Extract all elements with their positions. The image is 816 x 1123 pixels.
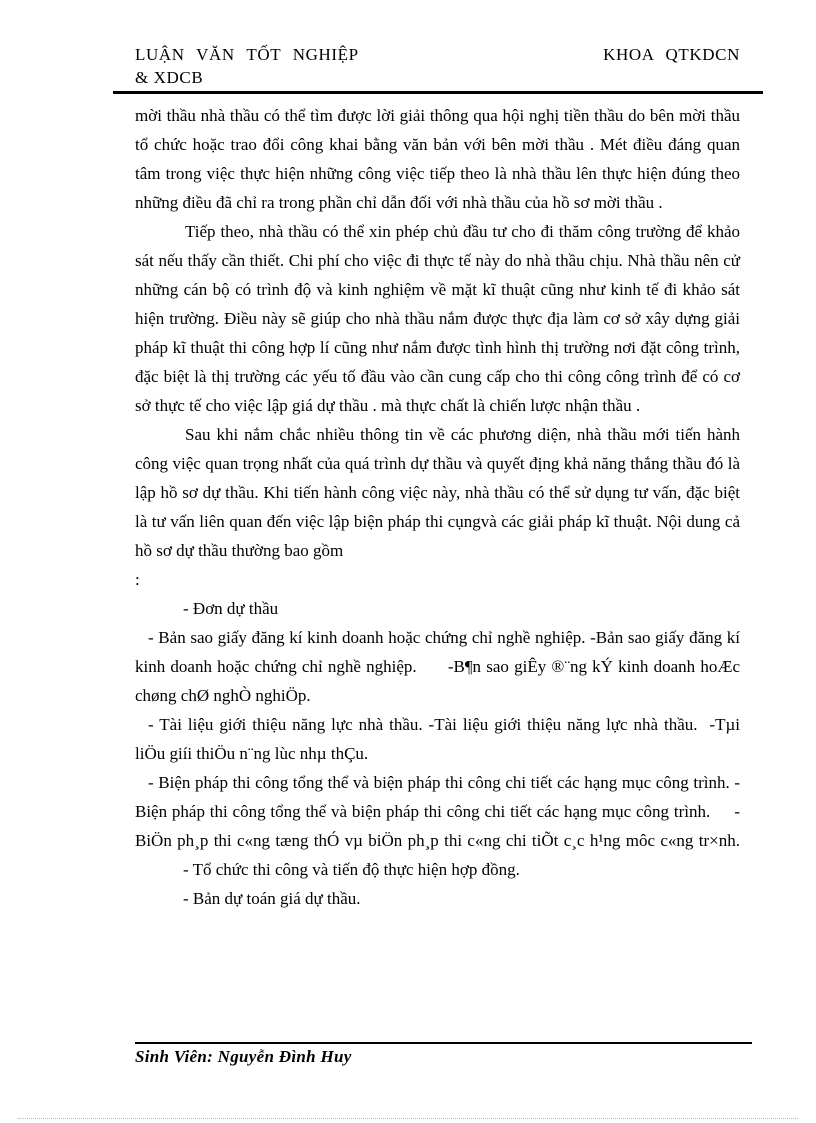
paragraph: mời thầu nhà thầu có thể tìm được lời giải thông qua hội nghị tiền thầu do bên mời thầu tổ chức hoặc trao đổi công khai bằng văn bản với bên mời thầu . Mét điều đáng quan tâm trong việc thực hiện những công việc tiếp theo là nhà thầu lên thực hiện đúng theo những điều đã chỉ ra trong phần chỉ dẫn đối với nhà thầu của hồ sơ mời thầu . xyxy=(135,106,740,212)
header-divider xyxy=(113,91,763,94)
list-item: - Bản sao giấy đăng kí kinh doanh hoặc chứng chỉ nghề nghiệp. -Bản sao giấy đăng kí kinh doanh hoặc chứng chỉ nghề nghiệp. -B¶n sao giÊy ®¨ng kÝ kinh doanh hoÆc chøng chØ nghÒ nghiÖp. xyxy=(135,628,740,705)
list-item: - Đơn dự thầu xyxy=(183,599,279,618)
footer-author: Sinh Viên: Nguyễn Đình Huy xyxy=(135,1047,352,1066)
header-row xyxy=(135,43,740,66)
list-item: - Tổ chức thi công và tiến độ thực hiện hợp đồng. xyxy=(183,860,520,879)
page-break-divider xyxy=(18,1118,798,1119)
header-title-left: LUẬN VĂN TỐT NGHIỆP xyxy=(135,45,359,64)
list-item: - Biện pháp thi công tổng thể và biện pháp thi công chi tiết các hạng mục công trình. -Biện pháp thi công tổng thể và biện pháp thi công chi tiết các hạng mục công trình. -BiÖn ph¸p thi c«ng tæng thÓ vµ biÖn ph¸p thi c«ng chi tiÕt c¸c h¹ng môc c«ng tr×nh. xyxy=(135,773,740,850)
header-title-right: KHOA QTKDCN xyxy=(603,45,740,64)
header-title-left-line2: & XDCB xyxy=(135,68,204,87)
document-body xyxy=(135,101,740,913)
list-item: - Tài liệu giới thiệu năng lực nhà thầu. -Tài liệu giới thiệu năng lực nhà thầu. -Tµi liÖu giíi thiÖu n¨ng lùc nhµ thÇu. xyxy=(135,715,740,763)
page-footer xyxy=(135,1042,746,1067)
paragraph: Sau khi nắm chắc nhiều thông tin về các phương diện, nhà thầu mới tiến hành công việc quan trọng nhất của quá trình dự thầu và quyết địng khả năng thắng thầu đó là lập hồ sơ dự thầu. Khi tiến hành công việc này, nhà thầu có thể sử dụng tư vấn, đặc biệt là tư vấn liên quan đến việc lập biện pháp thi cụngvà các giải pháp kĩ thuật. Nội dung cả hồ sơ dự thầu thường bao gồm xyxy=(135,425,740,560)
paragraph: : xyxy=(135,570,140,589)
list-item: - Bản dự toán giá dự thầu. xyxy=(183,889,361,908)
page-header xyxy=(135,43,740,94)
paragraph: Tiếp theo, nhà thầu có thể xin phép chủ đầu tư cho đi thăm công trường để khảo sát nếu thấy cần thiết. Chi phí cho việc đi thực tế này do nhà thầu chịu. Nhà thầu nên cử những cán bộ có trình độ và kinh nghiệm về mặt kĩ thuật cũng như kinh tế đi khảo sát hiện trường. Điều này sẽ giúp cho nhà thầu nắm được thực địa làm cơ sở xây dựng giải pháp kĩ thuật thi công hợp lí cũng như nắm được tình hình thị trường nơi đặt công trình, đặc biệt là thị trường các yếu tố đầu vào cần cung cấp cho thi công công trình để có cơ sở thực tế cho việc lập giá dự thầu . mà thực chất là chiến lược nhận thầu . xyxy=(135,222,740,415)
